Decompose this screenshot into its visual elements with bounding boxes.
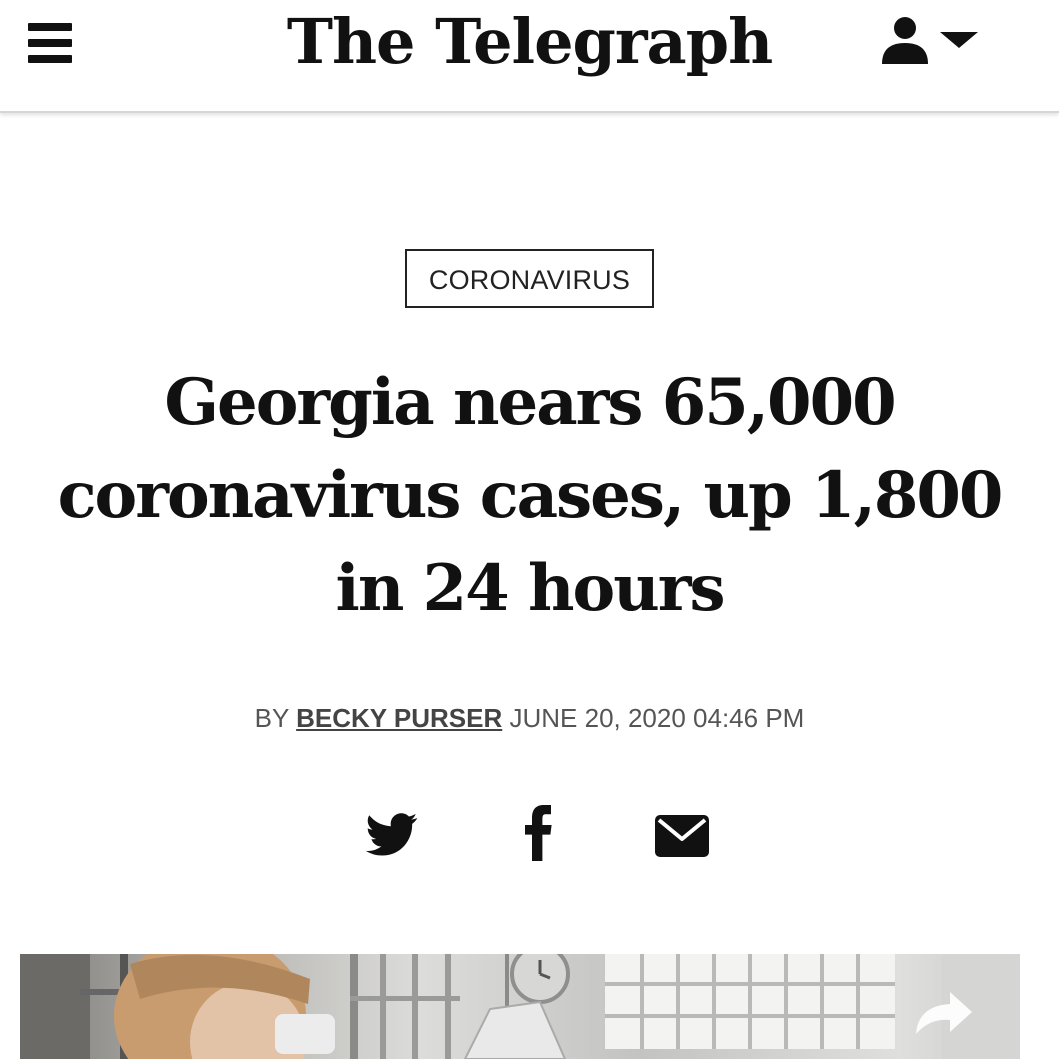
twitter-icon (366, 805, 418, 861)
chevron-down-icon (940, 32, 978, 48)
publish-date: JUNE 20, 2020 04:46 PM (509, 703, 805, 733)
category-tag[interactable]: CORONAVIRUS (405, 249, 654, 308)
email-icon (654, 805, 710, 861)
article-hero-image[interactable] (20, 954, 1020, 1059)
account-menu-button[interactable] (878, 14, 988, 74)
article-byline (0, 700, 1059, 736)
headline-line: Georgia nears 65,000 (164, 365, 895, 440)
telegraph-logo[interactable]: The Telegraph (286, 5, 773, 78)
headline-line: in 24 hours (335, 551, 724, 626)
share-twitter-button[interactable] (366, 805, 418, 866)
share-facebook-button[interactable] (518, 805, 558, 866)
author-link[interactable]: BECKY PURSER (296, 703, 503, 733)
user-account-icon (878, 14, 988, 74)
byline-prefix: BY (254, 703, 289, 733)
headline-line: coronavirus cases, up 1,800 (57, 458, 1002, 533)
top-navigation-bar (0, 0, 1059, 113)
facebook-icon (518, 805, 558, 861)
article-headline (0, 356, 1059, 635)
share-email-button[interactable] (654, 805, 710, 866)
category-container (0, 249, 1059, 308)
hero-photo (20, 954, 1020, 1059)
